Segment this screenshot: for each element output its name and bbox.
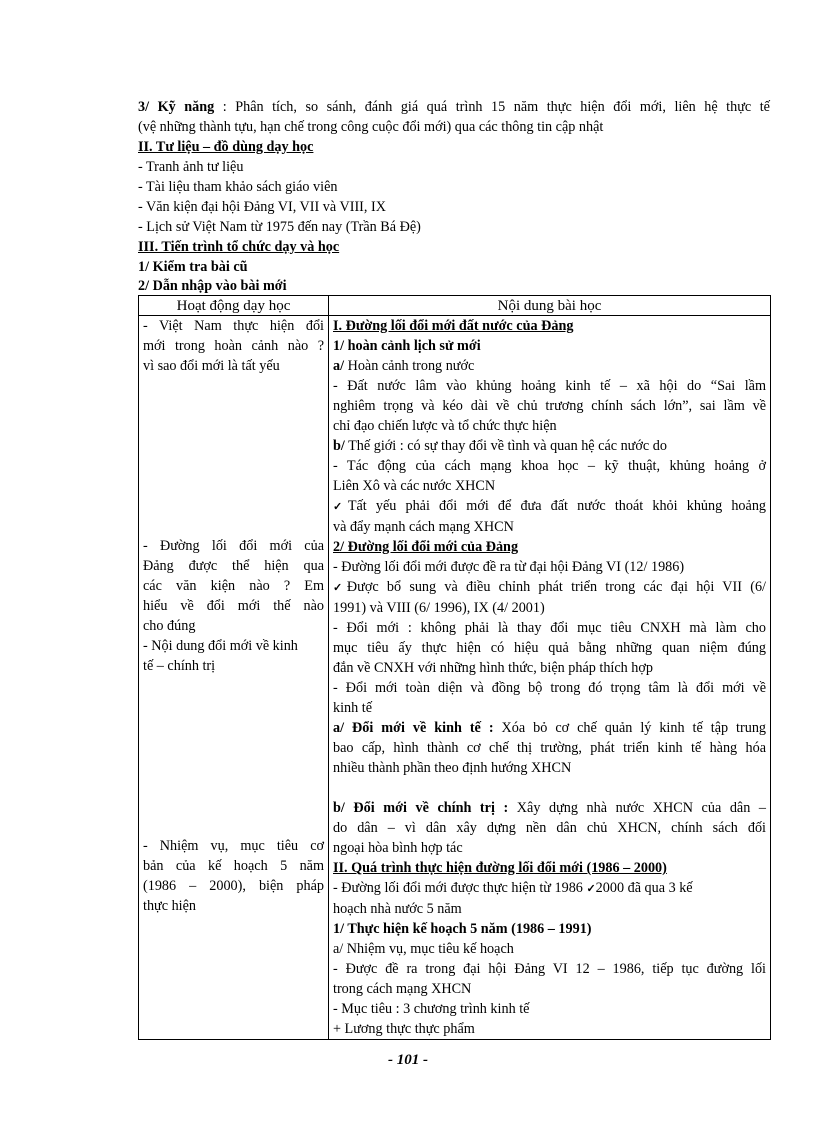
- item-text: Xây dựng nhà nước XHCN của dân –: [508, 800, 766, 816]
- question-line: - Nhiệm vụ, mục tiêu cơ: [143, 838, 324, 854]
- question-line: tế – chính trị: [143, 658, 216, 674]
- table-header-row: [139, 296, 771, 316]
- question-line: cho đúng: [143, 618, 196, 634]
- content-heading-1: I. Đường lối đổi mới đất nước của Đảng: [333, 318, 574, 334]
- content-line: kinh tế: [333, 700, 373, 716]
- content-line: và đẩy mạnh cách mạng XHCN: [333, 519, 514, 535]
- content-line: - Đường lối đổi mới được đề ra từ đại hội Đảng VI (12/ 1986): [333, 559, 685, 575]
- page-number: - 101 -: [388, 1052, 428, 1068]
- content-line: đắn về CNXH với những hình thức, biện pháp thích hợp: [333, 660, 654, 676]
- item-label: a/ Đổi mới về kinh tế :: [333, 720, 494, 736]
- content-line: chỉ đạo chiến lược và tổ chức thực hiện: [333, 418, 557, 434]
- content-subheading: 1/ hoàn cảnh lịch sử mới: [333, 338, 481, 354]
- item-text: 2000 đã qua 3 kế: [595, 880, 693, 896]
- item-text: Xóa bỏ cơ chế quản lý kinh tế tập trung: [493, 720, 767, 736]
- content-heading-2: II. Quá trình thực hiện đường lối đổi mới (1986 – 2000): [333, 860, 667, 876]
- content-line: do dân – vì dân xây dựng nền dân chủ XHCN, chính sách đối: [333, 820, 766, 836]
- content-line: Liên Xô và các nước XHCN: [333, 478, 496, 494]
- content-line: [333, 718, 766, 738]
- question-line: mới trong hoàn cảnh nào ?: [143, 338, 324, 354]
- item-label: b/: [333, 438, 345, 454]
- activities-cell: [139, 316, 329, 1040]
- content-line: nghiêm trọng và kéo dài về chủ trương chính sách lớn”, sai lầm về: [333, 398, 766, 414]
- table-row: [139, 316, 771, 1040]
- check-icon: ✓: [333, 582, 347, 594]
- lesson-table: [138, 295, 771, 1040]
- skills-text: : Phân tích, so sánh, đánh giá quá trình 15 năm thực hiện đổi mới, liên hệ thực tế: [214, 99, 770, 115]
- content-subheading: 1/ Thực hiện kế hoạch 5 năm (1986 – 1991): [333, 921, 592, 937]
- content-line: [333, 577, 766, 598]
- question-line: hiểu về đổi mới thế nào: [143, 598, 324, 614]
- check-icon: ✓: [333, 501, 348, 513]
- material-item: - Lịch sử Việt Nam từ 1975 đến nay (Trần Bá Đệ): [138, 219, 421, 235]
- header-activities: Hoạt động dạy học: [139, 296, 329, 316]
- question-line: vì sao đổi mới là tất yếu: [143, 358, 280, 374]
- content-line: nhiều thành phần theo định hướng XHCN: [333, 760, 572, 776]
- content-line: - Đất nước lâm vào khủng hoảng kinh tế – xã hội do “Sai lầm: [333, 378, 766, 394]
- question-line: - Đường lối đổi mới của: [143, 538, 324, 554]
- content-line: ngoại hòa bình hợp tác: [333, 840, 463, 856]
- skills-line: [138, 97, 770, 117]
- question-line: (1986 – 2000), biện pháp: [143, 878, 324, 894]
- material-item: - Văn kiện đại hội Đảng VI, VII và VIII, IX: [138, 199, 386, 215]
- item-label: a/: [333, 358, 345, 374]
- item-text: Tất yếu phải đổi mới để đưa đất nước thoát khỏi khủng hoảng: [347, 498, 767, 514]
- step-2: 2/ Dẫn nhập vào bài mới: [138, 278, 287, 294]
- content-line: [333, 356, 766, 376]
- skills-line-2: (vệ những thành tựu, hạn chế trong công cuộc đổi mới) qua các thông tin cập nhật: [138, 119, 604, 135]
- content-line: [333, 878, 766, 899]
- content-line: trong cách mạng XHCN: [333, 981, 472, 997]
- content-line: 1991) và VIII (6/ 1996), IX (4/ 2001): [333, 600, 545, 616]
- item-text: Hoàn cảnh trong nước: [344, 358, 475, 374]
- content-cell: [329, 316, 771, 1040]
- content-line: bao cấp, hình thành cơ chế thị trường, phát triển kinh tế hàng hóa: [333, 740, 766, 756]
- content-subheading: 2/ Đường lối đổi mới của Đảng: [333, 539, 519, 555]
- content-line: + Lương thực thực phẩm: [333, 1021, 475, 1037]
- content-line: mục tiêu ấy thực hiện có hiệu quả bằng những quan niệm đúng: [333, 640, 766, 656]
- item-text: - Đường lối đổi mới được thực hiện từ 1986: [333, 880, 583, 896]
- material-item: - Tài liệu tham khảo sách giáo viên: [138, 179, 338, 195]
- step-1: 1/ Kiểm tra bài cũ: [138, 259, 248, 275]
- material-item: - Tranh ảnh tư liệu: [138, 159, 244, 175]
- item-label: b/ Đổi mới về chính trị :: [333, 800, 509, 816]
- check-icon: ✓: [586, 883, 596, 895]
- item-text: Được bổ sung và điều chỉnh phát triển trong các đại hội VII (6/: [346, 579, 766, 595]
- question-line: - Việt Nam thực hiện đổi: [143, 318, 324, 334]
- question-line: các văn kiện nào ? Em: [143, 578, 324, 594]
- content-line: [333, 436, 766, 456]
- content-line: hoạch nhà nước 5 năm: [333, 901, 462, 917]
- content-line: - Được đề ra trong đại hội Đảng VI 12 – 1986, tiếp tục đường lối: [333, 961, 766, 977]
- section-2-heading: II. Tư liệu – đồ dùng dạy học: [138, 139, 314, 155]
- content-line: - Mục tiêu : 3 chương trình kinh tế: [333, 1001, 530, 1017]
- content-line: - Đổi mới : không phải là thay đổi mục tiêu CNXH mà làm cho: [333, 620, 766, 636]
- section-3-heading: III. Tiến trình tổ chức dạy và học: [138, 239, 340, 255]
- header-content: Nội dung bài học: [329, 296, 771, 316]
- question-line: thực hiện: [143, 898, 196, 914]
- question-line: - Nội dung đổi mới về kinh: [143, 638, 298, 654]
- content-line: [333, 496, 766, 517]
- item-text: Thế giới : có sự thay đổi về tình và quan hệ các nước do: [344, 438, 667, 454]
- content-line: - Tác động của cách mạng khoa học – kỹ thuật, khủng hoảng ở: [333, 458, 766, 474]
- question-line: bản của kế hoạch 5 năm: [143, 858, 324, 874]
- content-line: a/ Nhiệm vụ, mục tiêu kế hoạch: [333, 941, 514, 957]
- document-page: [138, 97, 770, 1040]
- intro-section: [138, 97, 770, 295]
- content-line: [333, 798, 766, 818]
- content-line: - Đổi mới toàn diện và đồng bộ trong đó trọng tâm là đổi mới về: [333, 680, 766, 696]
- skills-label: 3/ Kỹ năng: [138, 99, 215, 115]
- question-line: Đảng được thể hiện qua: [143, 558, 324, 574]
